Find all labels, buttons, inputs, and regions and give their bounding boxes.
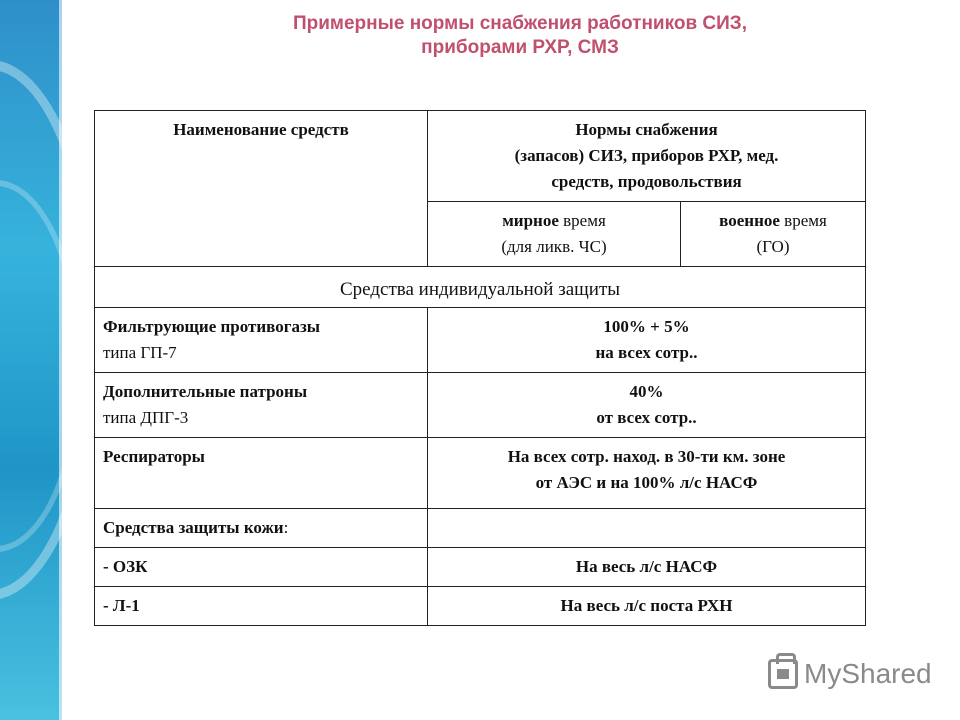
header-norms-line-2: (запасов) СИЗ, приборов РХР, мед.: [514, 146, 779, 165]
row-value-line-2: от всех сотр..: [596, 408, 697, 427]
watermark: [768, 654, 932, 694]
row-name-suffix: :: [283, 518, 289, 537]
row-name-line-2: типа ГП-7: [103, 343, 177, 362]
row-name-line-2: типа ДПГ-3: [103, 408, 189, 427]
header-name-cell: [95, 111, 428, 267]
header-norms-line-3: средств, продовольствия: [551, 172, 742, 191]
row-value-line-1: На всех сотр. наход. в 30-ти км. зоне: [507, 447, 786, 466]
row-name-cell: [95, 373, 428, 438]
row-name-bold: Респираторы: [103, 447, 205, 466]
table-row: [95, 509, 866, 548]
header-name-text: Наименование средств: [173, 120, 349, 139]
row-name-bold: - ОЗК: [103, 557, 148, 576]
decorative-swirl: [0, 180, 62, 552]
title-line-1: Примерные нормы снабжения работников СИЗ,: [292, 13, 747, 34]
supply-norms-table: [94, 110, 866, 626]
section-title: Средства индивидуальной защиты: [339, 279, 621, 300]
decorative-side-band: [0, 0, 62, 720]
row-value-line-1: 40%: [629, 382, 664, 401]
briefcase-icon: [768, 659, 798, 689]
row-value-cell: [428, 373, 866, 438]
row-name-bold: Фильтрующие противогазы: [103, 317, 321, 336]
row-value-line-2: на всех сотр..: [595, 343, 698, 362]
header-war-rest: время: [779, 211, 827, 230]
row-value-line-1: На весь л/с НАСФ: [575, 557, 718, 576]
decorative-edge: [59, 0, 62, 720]
header-war-time-line-2: (ГО): [756, 237, 790, 256]
table-row: [95, 373, 866, 438]
row-value-cell: [428, 308, 866, 373]
row-value-line-1: 100% + 5%: [603, 317, 690, 336]
title-line-2: приборами РХР, СМЗ: [421, 37, 619, 58]
table-header-row: [95, 111, 866, 202]
row-name-cell: [95, 308, 428, 373]
header-peace-time-cell: [428, 202, 681, 267]
section-row: [95, 267, 866, 308]
row-value-cell: [428, 587, 866, 626]
watermark-text: MyShared: [804, 658, 932, 689]
header-peace-time-line-2: (для ликв. ЧС): [501, 237, 607, 256]
row-name-cell: [95, 438, 428, 509]
row-value-cell: [428, 509, 866, 548]
header-norms-cell: [428, 111, 866, 202]
header-peace-time-line-1: [436, 208, 672, 234]
header-peace-bold: мирное: [502, 211, 559, 230]
row-value-line-1: На весь л/с поста РХН: [560, 596, 733, 615]
section-title-cell: [95, 267, 866, 308]
row-value-cell: [428, 438, 866, 509]
row-value-line-2: от АЭС и на 100% л/с НАСФ: [535, 473, 758, 492]
row-name-bold: Дополнительные патроны: [103, 382, 308, 401]
header-war-time-cell: [681, 202, 866, 267]
row-name-bold: Средства защиты кожи: [103, 518, 284, 537]
row-name-cell: [95, 509, 428, 548]
header-war-time-line-1: [689, 208, 857, 234]
table-row: [95, 587, 866, 626]
row-name-cell: [95, 587, 428, 626]
header-norms-line-1: Нормы снабжения: [575, 120, 718, 139]
row-name-bold: - Л-1: [103, 596, 140, 615]
table-row: [95, 548, 866, 587]
header-peace-rest: время: [558, 211, 606, 230]
row-value-cell: [428, 548, 866, 587]
row-name-cell: [95, 548, 428, 587]
table-row: [95, 308, 866, 373]
table-row: [95, 438, 866, 509]
page-title: [150, 12, 890, 60]
header-war-bold: военное: [719, 211, 780, 230]
